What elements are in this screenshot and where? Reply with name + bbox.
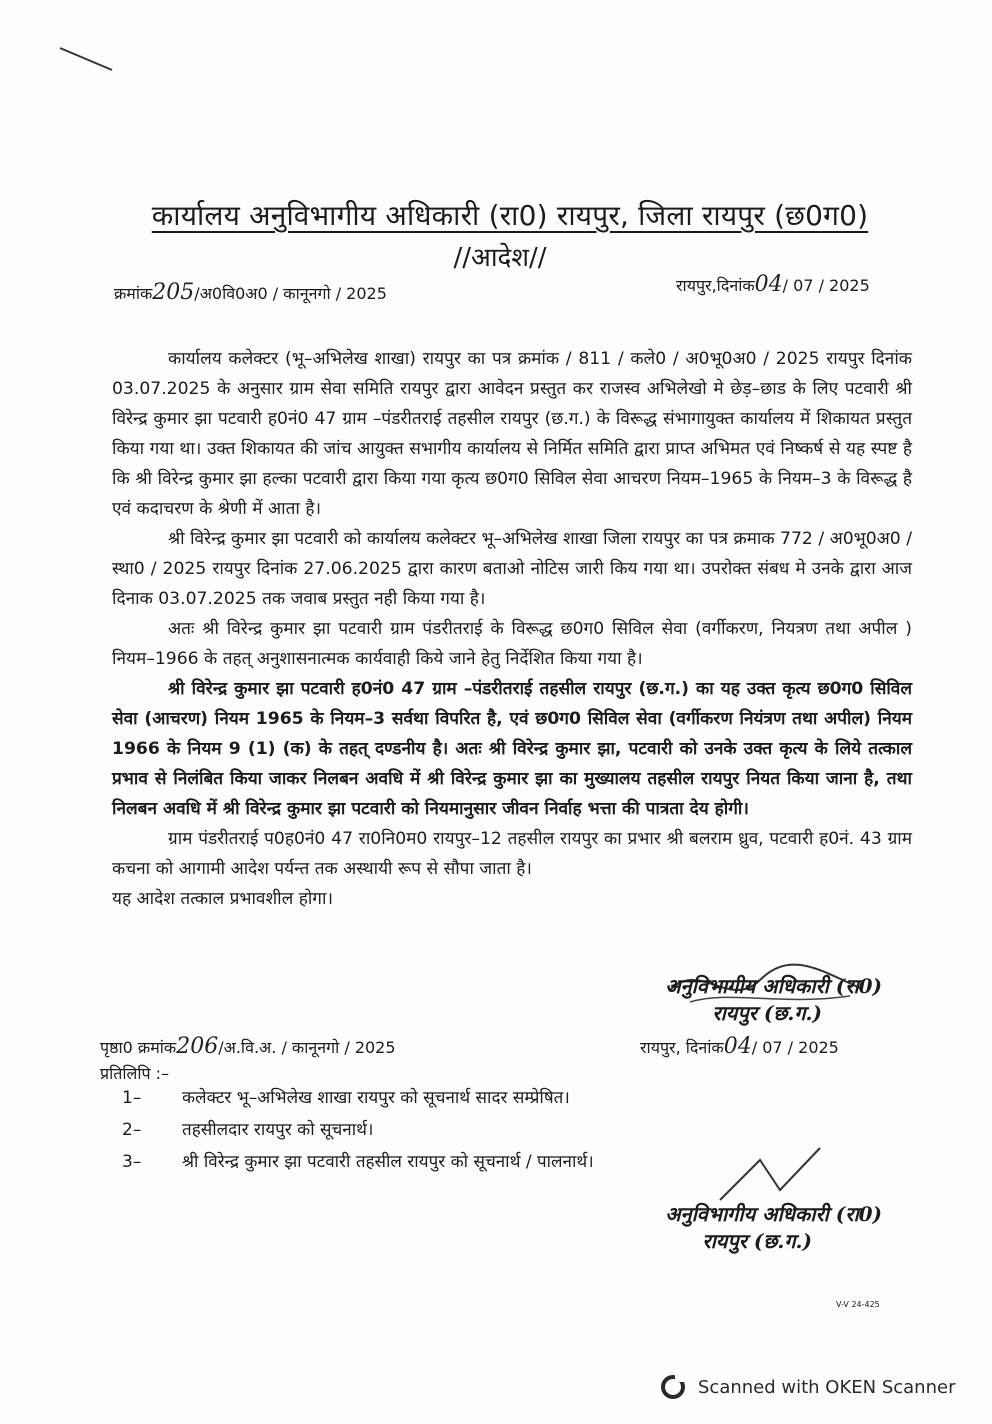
order-place-date: रायपुर,दिनांक04/ 07 / 2025 xyxy=(676,272,870,297)
signature-1-location: रायपुर (छ.ग.) xyxy=(712,1001,822,1025)
paragraph-charge-transfer: ग्राम पंडरीतराई प0ह0नं0 47 रा0नि0म0 रायपुर–12 तहसील रायपुर का प्रभार श्री बलराम ध्रुव, पटवारी ह0नं. 43 ग्राम कचना को आगामी आदेश पर्यन्त तक अस्थायी रूप से सौपा जाता है। xyxy=(112,829,912,879)
endorsement-place-date: रायपुर, दिनांक04/ 07 / 2025 xyxy=(640,1034,839,1059)
order-heading: //आदेश// xyxy=(453,243,547,273)
signature-2-designation: अनुविभागीय अधिकारी (रा0) xyxy=(665,1202,882,1226)
copy-recipient-list xyxy=(122,1082,594,1178)
signature-1-designation: अनुविभागीय अधिकारी (रा0) xyxy=(665,974,882,998)
signature-block-1 xyxy=(620,972,882,1026)
pen-stroke-mark xyxy=(56,40,116,76)
paragraph-show-cause-notice: श्री विरेन्द्र कुमार झा पटवारी को कार्यालय कलेक्टर भू–अभिलेख शाखा जिला रायपुर का पत्र क्रमाक 772 / अ0भू0अ0 / स्था0 / 2025 रायपुर दिनांक 27.06.2025 द्वारा कारण बताओ नोटिस जारी किय गया था। उपरोक्त संबध मे उनके द्वारा आज दिनाक 03.07.2025 तक जवाब प्रस्तुत नही किया गया है। xyxy=(112,529,912,609)
order-body xyxy=(112,344,912,914)
signature-block-2 xyxy=(620,1200,882,1254)
handwritten-order-number: 205 xyxy=(152,280,195,305)
endorsement-reference-number: पृष्ठा0 क्रमांक206/अ.वि.अ. / कानूनगो / 2025 xyxy=(100,1034,396,1059)
handwritten-endorsement-number: 206 xyxy=(176,1034,219,1059)
copy-to-label: प्रतिलिपि :– xyxy=(100,1064,170,1083)
list-item: 3– श्री विरेन्द्र कुमार झा पटवारी तहसील रायपुर को सूचनार्थ / पालनार्थ। xyxy=(122,1152,594,1172)
list-item: 2– तहसीलदार रायपुर को सूचनार्थ। xyxy=(122,1120,374,1140)
handwritten-order-date: 04 xyxy=(754,272,783,297)
scanner-text: Scanned with OKEN Scanner xyxy=(698,1376,956,1398)
office-title: कार्यालय अनुविभागीय अधिकारी (रा0) रायपुर, जिला रायपुर (छ0ग0) xyxy=(151,199,869,232)
scanner-logo-icon xyxy=(660,1374,686,1400)
paragraph-disciplinary-action: अतः श्री विरेन्द्र कुमार झा पटवारी ग्राम पंडरीतराई के विरूद्ध छ0ग0 सिविल सेवा (वर्गीकरण, नियत्रण तथा अपील ) नियम–1966 के तहत् अनुशासनात्मक कार्यवाही किये जाने हेतु निर्देशित किया गया है। xyxy=(112,619,912,669)
paragraph-complaint: कार्यालय कलेक्टर (भू–अभिलेख शाखा) रायपुर का पत्र क्रमांक / 811 / कले0 / अ0भू0अ0 / 2025 रायपुर दिनांक 03.07.2025 के अनुसार ग्राम सेवा समिति रायपुर द्वारा आवेदन प्रस्तुत कर राजस्व अभिलेखो मे छेड़–छाड के लिए पटवारी श्री विरेन्द्र कुमार झा पटवारी ह0नं0 47 ग्राम –पंडरीतराई तहसील रायपुर (छ.ग.) के विरूद्ध संभागायुक्त कार्यालय में शिकायत प्रस्तुत किया गया था। उक्त शिकायत की जांच आयुक्त सभागीय कार्यालय से निर्मित समिति द्वारा प्राप्त अभिमत एवं निष्कर्ष से यह स्पष्ट है कि श्री विरेन्द्र कुमार झा हल्का पटवारी द्वारा किया गया कृत्य छ0ग0 सिविल सेवा आचरण नियम–1965 के नियम–3 के विरूद्ध है एवं कदाचरण के श्रेणी में आता है। xyxy=(112,349,912,519)
list-item: 1– कलेक्टर भू–अभिलेख शाखा रायपुर को सूचनार्थ सादर सम्प्रेषित। xyxy=(122,1088,570,1108)
signature-2-location: रायपुर (छ.ग.) xyxy=(702,1229,812,1253)
scanner-watermark xyxy=(660,1374,955,1400)
handwritten-endorsement-date: 04 xyxy=(723,1034,752,1059)
form-code: V-V 24-425 xyxy=(836,1300,880,1309)
paragraph-effective-immediately: यह आदेश तत्काल प्रभावशील होगा। xyxy=(112,889,333,909)
paragraph-suspension-order: श्री विरेन्द्र कुमार झा पटवारी ह0नं0 47 ग्राम –पंडरीतराई तहसील रायपुर (छ.ग.) का यह उक्त कृत्य छ0ग0 सिविल सेवा (आचरण) नियम 1965 के नियम–3 सर्वथा विपरित है, एवं छ0ग0 सिविल सेवा (वर्गीकरण नियंत्रण तथा अपील) नियम 1966 के नियम 9 (1) (क) के तहत् दण्डनीय है। अतः श्री विरेन्द्र कुमार झा, पटवारी को उनके उक्त कृत्य के लिये तत्काल प्रभाव से निलंबित किया जाकर निलबन अवधि में श्री विरेन्द्र कुमार झा का मुख्यालय तहसील रायपुर नियत किया जाना है, तथा निलबन अवधि में श्री विरेन्द्र कुमार झा पटवारी को नियमानुसार जीवन निर्वाह भत्ता की पात्रता देय होगी। xyxy=(112,679,912,819)
order-reference-number: क्रमांक205/अ0वि0अ0 / कानूनगो / 2025 xyxy=(114,280,387,305)
